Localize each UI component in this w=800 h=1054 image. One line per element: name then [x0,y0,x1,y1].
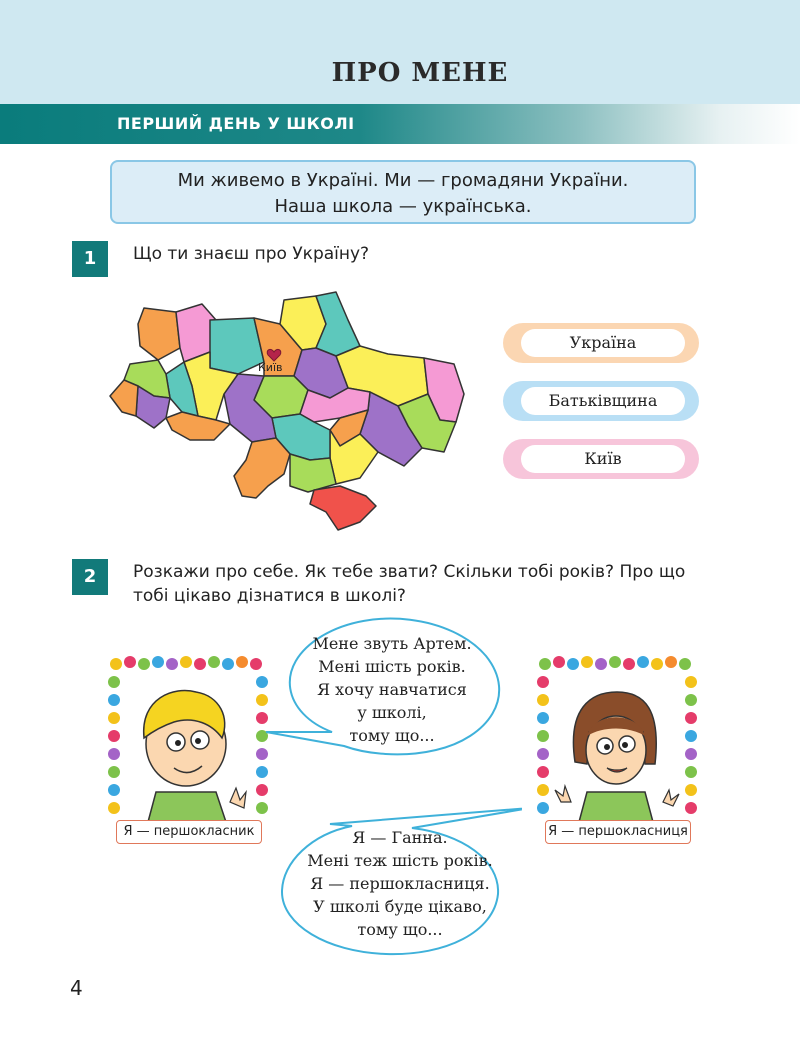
section-title: ПЕРШИЙ ДЕНЬ У ШКОЛІ [117,114,355,133]
word-card-homeland [503,381,699,421]
boy-speech-line: у школі, [357,703,427,722]
map-region [310,486,376,530]
page-number: 4 [70,976,83,1000]
intro-box [110,160,696,224]
boy-portrait [104,652,272,830]
task-1-number: 1 [72,241,108,277]
girl-label: Я — першокласниця [545,820,691,844]
girl-portrait [533,652,701,830]
boy-label: Я — першокласник [116,820,262,844]
map-region [110,380,138,416]
boy-speech [292,632,492,747]
intro-line-2: Наша школа — українська. [274,196,532,217]
girl-speech-line: Я — Ганна. [352,828,448,847]
girl-speech-line: Я — першокласниця. [310,874,490,893]
word-homeland: Батьківщина [521,387,685,415]
map-region [166,412,230,440]
girl-speech-line: тому що... [357,920,443,939]
boy-speech-line: Мені шість років. [318,657,466,676]
girl-speech-line: Мені теж шість років. [307,851,493,870]
ukraine-map [104,290,474,538]
word-card-ukraine [503,323,699,363]
word-card-kyiv [503,439,699,479]
task-2-number: 2 [72,559,108,595]
task-1-question: Що ти знаєш про Україну? [133,244,370,264]
task-2-line-1: Розкажи про себе. Як тебе звати? Скільки тобі років? Про що [133,562,686,582]
map-region [290,454,336,492]
map-region [138,308,180,360]
page-title: ПРО МЕНЕ [331,58,509,88]
map-label-kyiv: Київ [258,361,283,374]
task-2-line-2: тобі цікаво дізнатися в школі? [133,586,406,606]
word-ukraine: Україна [521,329,685,357]
header-band [0,0,800,104]
girl-speech [282,826,518,941]
word-kyiv: Київ [521,445,685,473]
girl-speech-line: У школі буде цікаво, [313,897,487,916]
boy-speech-line: тому що... [349,726,435,745]
boy-speech-line: Я хочу навчатися [317,680,467,699]
boy-speech-line: Мене звуть Артем. [312,634,472,653]
intro-line-1: Ми живемо в Україні. Ми — громадяни України. [177,170,629,191]
map-region [234,438,290,498]
